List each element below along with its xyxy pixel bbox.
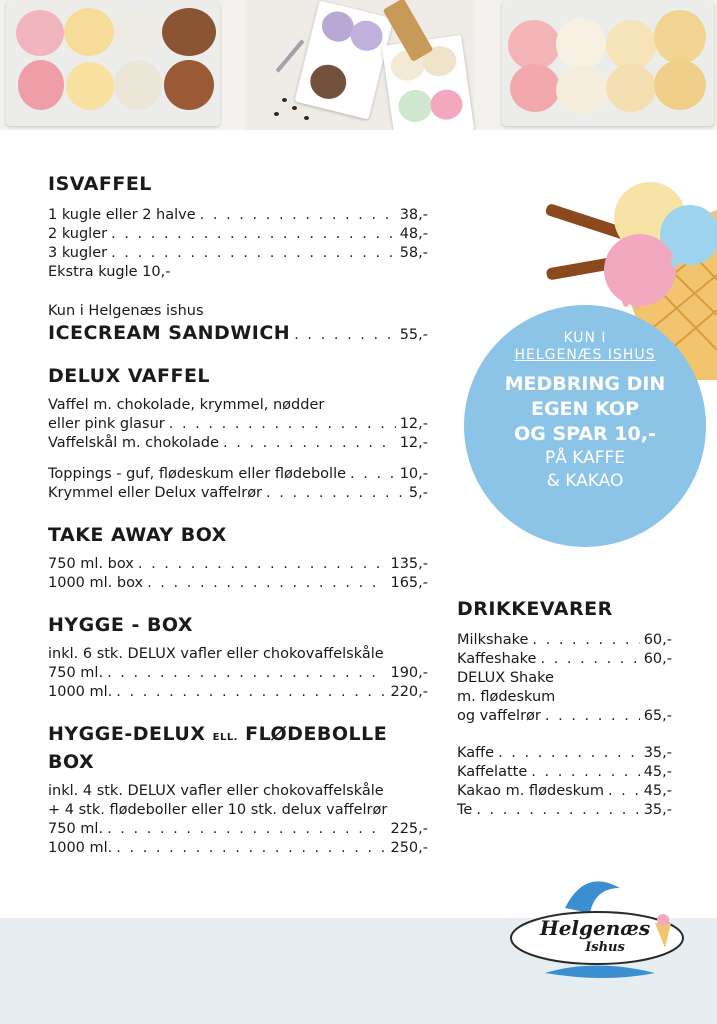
extra-scoop-note: Ekstra kugle 10,-	[48, 264, 171, 280]
menu-item: 750 ml. box . . . 135,-	[48, 555, 428, 574]
ice-cream-tray-right	[502, 2, 714, 126]
ice-cream-center-photo	[246, 0, 474, 130]
menu-item: 1 kugle eller 2 halve . . . 38,-	[48, 206, 428, 225]
menu-item: eller pink glasur . . . 12,-	[48, 415, 428, 434]
hygge-description: inkl. 6 stk. DELUX vafler eller chokovaffelskåle	[48, 646, 384, 662]
drink-item: Milkshake . . . 60,-	[457, 631, 672, 650]
drink-item: Kaffeshake . . . 60,-	[457, 650, 672, 669]
menu-item: Krymmel eller Delux vaffelrør . . . 5,-	[48, 484, 428, 503]
menu-item: 750 ml. . . . 225,-	[48, 820, 428, 839]
promo-headline-2: EGEN KOP	[530, 398, 640, 420]
section-title-hygge: HYGGE - BOX	[48, 614, 194, 636]
section-title-hygge-delux: HYGGE-DELUX ELL. FLØDEBOLLE BOX	[48, 723, 388, 773]
section-title-takeaway: TAKE AWAY BOX	[48, 524, 227, 546]
logo-text-1: Helgenæs	[539, 916, 651, 940]
drink-item: og vaffelrør . . . 65,-	[457, 707, 672, 726]
section-title-isvaffel: ISVAFFEL	[48, 173, 152, 195]
menu-item: 1000 ml. . . . 220,-	[48, 683, 428, 702]
menu-item: 1000 ml. . . . 250,-	[48, 839, 428, 858]
menu-item: 3 kugler . . . 58,-	[48, 244, 428, 263]
menu-item: 1000 ml. box . . . 165,-	[48, 574, 428, 593]
menu-item: 750 ml. . . . 190,-	[48, 664, 428, 683]
drink-shake-2: m. flødeskum	[457, 689, 556, 705]
promo-line-1: KUN I	[563, 330, 607, 346]
menu-item: 2 kugler . . . 48,-	[48, 225, 428, 244]
menu-item-sandwich: ICECREAM SANDWICH . . . 55,-	[48, 321, 428, 348]
promo-sub-2: & KAKAO	[546, 471, 624, 491]
sandwich-note: Kun i Helgenæs ishus	[48, 303, 204, 319]
section-title-delux: DELUX VAFFEL	[48, 365, 211, 387]
promo-headline-1: MEDBRING DIN	[504, 373, 666, 395]
section-title-drinks: DRIKKEVARER	[457, 598, 613, 620]
drink-item: Kakao m. flødeskum . . . 45,-	[457, 782, 672, 801]
brand-logo	[505, 868, 695, 988]
header-photo	[0, 0, 717, 130]
menu-item: Toppings - guf, flødeskum eller flødebolle . . . 10,-	[48, 465, 428, 484]
drink-item: Kaffe . . . 35,-	[457, 744, 672, 763]
logo-text-2: Ishus	[585, 940, 625, 955]
drink-item: Kaffelatte . . . 45,-	[457, 763, 672, 782]
promo-line-2: HELGENÆS ISHUS	[514, 347, 656, 363]
promo-circle	[464, 305, 706, 547]
hygge-delux-description-2: + 4 stk. flødeboller eller 10 stk. delux vaffelrør	[48, 802, 388, 818]
menu-item: Vaffelskål m. chokolade . . . 12,-	[48, 434, 428, 453]
hygge-delux-description-1: inkl. 4 stk. DELUX vafler eller chokovaffelskåle	[48, 783, 384, 799]
drink-shake-1: DELUX Shake	[457, 670, 554, 686]
delux-description: Vaffel m. chokolade, krymmel, nødder	[48, 397, 325, 413]
promo-sub-1: PÅ KAFFE	[544, 448, 626, 468]
drink-item: Te . . . 35,-	[457, 801, 672, 820]
menu-left-column	[48, 172, 428, 858]
drinks-section	[457, 597, 672, 820]
ice-cream-tray-left	[6, 2, 220, 126]
promo-headline-3: OG SPAR 10,-	[514, 423, 656, 445]
